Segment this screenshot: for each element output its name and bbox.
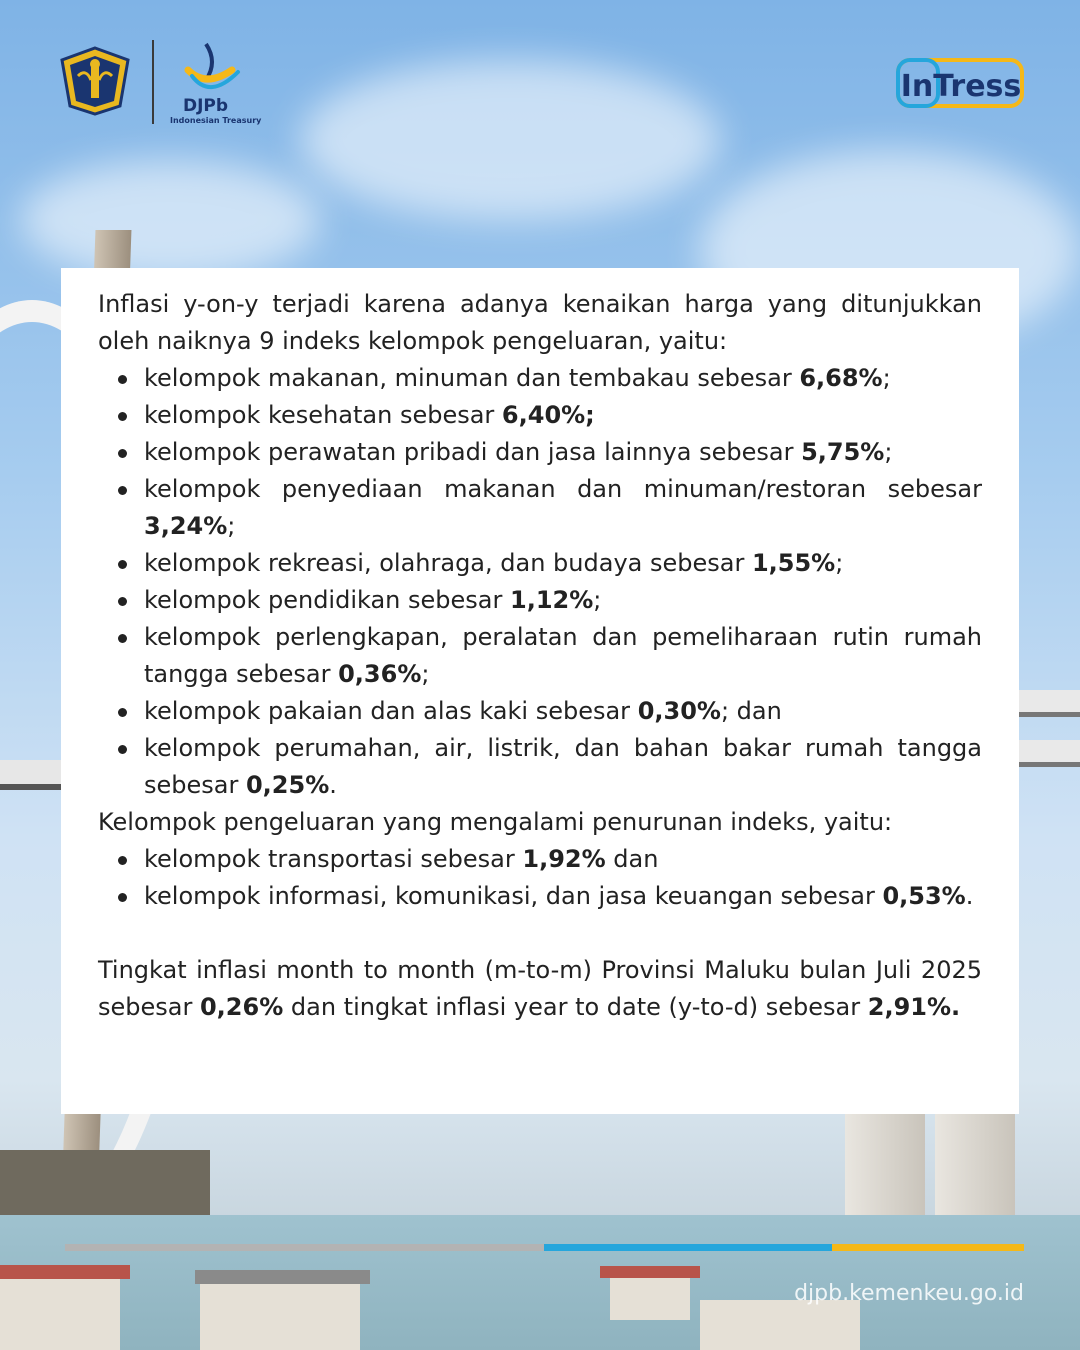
djpb-name: DJPb — [183, 96, 229, 116]
bridge-deck-right-lower — [1010, 740, 1080, 767]
logo-divider — [152, 40, 154, 124]
list-item: kelompok perawatan pribadi dan jasa lainnya sebesar 5,75%; — [98, 434, 982, 471]
content-card — [61, 268, 1019, 1114]
kemenkeu-emblem-icon — [58, 46, 132, 116]
djpb-subtitle: Indonesian Treasury — [170, 116, 262, 125]
summary-paragraph: Tingkat inflasi month to month (m-to-m) Provinsi Maluku bulan Juli 2025 sebesar 0,26% dan tingkat inflasi year to date (y-to-d) sebesar 2,91%. — [98, 956, 982, 1021]
bridge-deck-left — [0, 760, 70, 790]
footer-bar-yellow — [832, 1244, 1024, 1251]
footer-bar-gray — [65, 1244, 544, 1251]
list-item: kelompok informasi, komunikasi, dan jasa keuangan sebesar 0,53%. — [98, 878, 982, 915]
ytd-value: 2,91%. — [867, 993, 961, 1021]
list-item: kelompok kesehatan sebesar 6,40%; — [98, 397, 982, 434]
mtm-value: 0,26% — [199, 993, 284, 1021]
intress-logo-text: InTress — [900, 69, 1022, 104]
increase-list — [98, 360, 982, 804]
list-item: kelompok makanan, minuman dan tembakau sebesar 6,68%; — [98, 360, 982, 397]
intro-paragraph: Inflasi y-on-y terjadi karena adanya kenaikan harga yang ditunjukkan oleh naiknya 9 indeks kelompok pengeluaran, yaitu: — [98, 290, 982, 355]
bridge-deck-right — [1010, 690, 1080, 717]
spacer — [98, 915, 982, 952]
website-link[interactable]: djpb.kemenkeu.go.id — [794, 1281, 1024, 1306]
footer-bar-blue — [544, 1244, 832, 1251]
decrease-intro: Kelompok pengeluaran yang mengalami penurunan indeks, yaitu: — [98, 808, 893, 836]
list-item: kelompok transportasi sebesar 1,92% dan — [98, 841, 982, 878]
decrease-list — [98, 841, 982, 915]
list-item: kelompok pakaian dan alas kaki sebesar 0,30%; dan — [98, 693, 982, 730]
list-item: kelompok perlengkapan, peralatan dan pemeliharaan rutin rumah tangga sebesar 0,36%; — [98, 619, 982, 693]
list-item: kelompok perumahan, air, listrik, dan bahan bakar rumah tangga sebesar 0,25%. — [98, 730, 982, 804]
intress-logo-icon — [895, 54, 1027, 114]
list-item: kelompok pendidikan sebesar 1,12%; — [98, 582, 982, 619]
list-item: kelompok penyediaan makanan dan minuman/restoran sebesar 3,24%; — [98, 471, 982, 545]
list-item: kelompok rekreasi, olahraga, dan budaya sebesar 1,55%; — [98, 545, 982, 582]
